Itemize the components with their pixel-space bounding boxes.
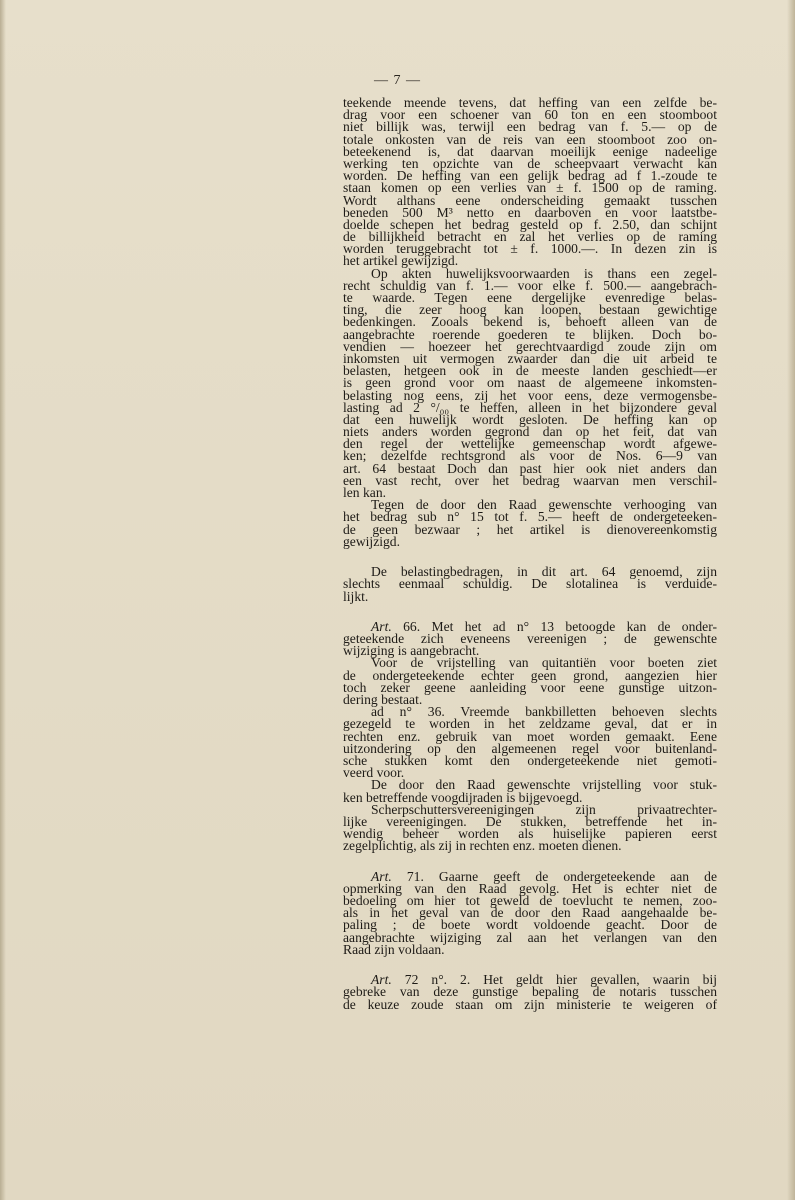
- paragraph-voogdijraden: [343, 779, 717, 803]
- text-line: gezegeld te worden in het zeldzame geval, dat er in: [343, 716, 717, 732]
- text-line: de billijkheid betracht en zal het verlies op de raming: [343, 229, 717, 245]
- text-line: wendig beheer worden als huiselijke papieren eerst: [343, 826, 717, 842]
- text-line: de geen bezwaar ; het artikel is dienovereenkomstig: [343, 521, 717, 537]
- text-line: sche stukken komt den ondergeteekende niet gemoti-: [343, 752, 717, 768]
- paragraph-gap: [343, 956, 717, 968]
- text-line: den regel der wettelijke gemeenschap wordt afgewe-: [343, 436, 717, 452]
- text-line: worden. De heffing van een gelijk bedrag ad f 1.-zoude te: [343, 168, 717, 184]
- text-line: gebreke van deze gunstige bepaling de notaris tusschen: [343, 984, 717, 1000]
- text-line: het artikel gewijzigd.: [343, 253, 459, 269]
- text-line-rest: 71. Gaarne geeft de ondergeteekende aan de: [391, 868, 717, 884]
- text-line: het bedrag sub n° 15 tot f. 5.— heeft de ondergeteeken-: [343, 509, 717, 525]
- text-line: ken betreffende voogdijraden is bijgevoegd.: [343, 789, 583, 805]
- text-line: recht schuldig van f. 1.— voor elke f. 500.— aangebrach-: [343, 277, 717, 293]
- text-line: zegelplichtig, als zij in rechten enz. moeten dienen.: [343, 838, 622, 854]
- text-line: worden teruggebracht tot ± f. 1000.—. In dezen zin is: [343, 241, 717, 257]
- page-edge-right: [787, 0, 795, 1200]
- body-text: [343, 97, 717, 1011]
- text-line: dering bestaat.: [343, 692, 423, 707]
- text-line: lijke vereenigingen. De stukken, betreffende het in-: [343, 813, 717, 829]
- article-label: Art.: [371, 618, 392, 634]
- text-line: bedenkingen. Zooals bekend is, behoeft alleen van de: [343, 314, 717, 330]
- text-line: als in het geval van de door den Raad aangehaalde be-: [343, 905, 717, 921]
- paragraph-gap: [343, 548, 717, 560]
- text-line: niet billijk was, terwijl een bedrag van f. 5.— op de: [343, 119, 717, 135]
- text-line: gewijzigd.: [343, 533, 401, 549]
- text-line: art. 64 bestaat Doch dan past hier ook niet anders dan: [343, 460, 717, 476]
- text-line: wijziging is aangebracht.: [343, 643, 480, 659]
- text-line: te waarde. Tegen eene dergelijke evenredige belas-: [343, 290, 717, 305]
- article-label: Art.: [371, 972, 392, 988]
- text-line: is geen grond voor om naast de algemeene inkomsten-: [343, 375, 717, 391]
- text-line: paling ; de boete wordt voldoende geacht. Door de: [343, 917, 717, 933]
- text-line: lasting ad 2 °/₀₀ te heffen, alleen in het bijzondere geval: [343, 399, 717, 415]
- text-line: beneden 500 M³ netto en daarboven en voor laatstbe-: [343, 204, 717, 220]
- text-line: Voor de vrijstelling van quitantiën voor boeten ziet: [371, 655, 717, 671]
- text-line: niets anders worden gegrond dan op het feit, dat van: [343, 424, 717, 440]
- text-line: ting, die zeer hoog kan loopen, bestaan gewichtige: [343, 302, 717, 318]
- text-line: vendien — hoezeer het gerechtvaardigd zoude zijn om: [343, 338, 717, 354]
- text-line: Op akten huwelijksvoorwaarden is thans een zegel-: [371, 265, 717, 281]
- text-line: ad n° 36. Vreemde bankbilletten behoeven slechts: [371, 704, 717, 720]
- text-line: aangebrachte roerende goederen te blijken. Doch bo-: [343, 326, 717, 342]
- text-line: werking ten opzichte van de scheepvaart verwacht kan: [343, 155, 717, 171]
- text-line: staan komen op een verlies van ± f. 1500 op de raming.: [343, 180, 717, 196]
- text-line: uitzondering op den algemeenen regel voor buitenland-: [343, 740, 717, 756]
- text-line: inkomsten uit vermogen zwaarder dan die uit arbeid te: [343, 350, 717, 366]
- text-line: De belastingbedragen, in dit art. 64 genoemd, zijn: [371, 564, 717, 580]
- text-line: De door den Raad gewenschte vrijstelling voor stuk-: [371, 777, 717, 793]
- page-number: — 7 —: [374, 73, 421, 88]
- text-line: slechts eenmaal schuldig. De slotalinea is verduide-: [343, 576, 717, 592]
- paragraph-art-71: [343, 868, 717, 957]
- text-line: belasting nog eens, zij het voor eens, deze vermogensbe-: [343, 387, 717, 403]
- text-line: lijkt.: [343, 588, 369, 604]
- text-line: belasten, hetgeen ook in de meeste landen geschiedt—er: [343, 363, 717, 379]
- text-line: een vast recht, over het bedrag waarvan men verschil-: [343, 472, 717, 488]
- text-line: de keuze zoude staan om zijn ministerie te weigeren of: [343, 996, 717, 1012]
- text-line: teekende meende tevens, dat heffing van een zelfde be-: [343, 95, 717, 110]
- article-label: Art.: [371, 868, 392, 884]
- text-line: dat een huwelijk wordt gesloten. De heffing kan op: [343, 411, 717, 427]
- text-line: veerd voor.: [343, 765, 405, 781]
- text-line: ken; dezelfde rechtsgrond als voor de Nos. 6—9 van: [343, 448, 717, 464]
- paragraph-quitantien: [343, 657, 717, 706]
- paragraph-heffing: [343, 97, 717, 268]
- paragraph-huwelijksvoorwaarden: [343, 265, 717, 500]
- paragraph-art-72: [343, 974, 717, 1011]
- paragraph-scherpschutters: [343, 801, 717, 854]
- text-line: geteekende zich eveneens vereenigen ; de gewenschte: [343, 631, 717, 647]
- text-line: de ondergeteekende echter geen grond, aangezien hier: [343, 667, 717, 683]
- paragraph-bankbilletten: [343, 706, 717, 779]
- text-line: doelde schepen het bedrag gesteld op f. 2.50, dan schijnt: [343, 216, 717, 232]
- page-edge-left: [0, 0, 6, 1200]
- text-line: bedoeling om hier tot geweld de toevlucht te nemen, zoo-: [343, 893, 717, 908]
- text-line: Wordt althans eene onderscheiding gemaakt tusschen: [343, 192, 717, 208]
- text-line: aangebrachte wijziging zal aan het verlangen van den: [343, 929, 717, 945]
- text-line: Tegen de door den Raad gewenschte verhooging van: [371, 497, 717, 513]
- text-line: Raad zijn voldaan.: [343, 941, 445, 957]
- text-line: len kan.: [343, 485, 387, 500]
- text-line: drag voor een schoener van 60 ton en een stoomboot: [343, 107, 717, 123]
- paragraph-gap: [343, 603, 717, 615]
- text-line: Scherpschuttersvereenigingen zijn privaatrechter-: [371, 801, 717, 817]
- paragraph-belastingbedragen: [343, 566, 717, 603]
- paragraph-art-66: [343, 618, 717, 659]
- text-line: opmerking van den Raad gevolg. Het is echter niet de: [343, 880, 717, 896]
- paragraph-verhooging: [343, 499, 717, 548]
- text-line-rest: 66. Met het ad n° 13 betoogde kan de onder-: [391, 618, 717, 634]
- text-line: totale onkosten van de reis van een stoomboot zoo on-: [343, 131, 717, 147]
- text-line-rest: 72 n°. 2. Het geldt hier gevallen, waarin bij: [391, 972, 717, 988]
- text-line: rechten enz. gebruik van moet worden gemaakt. Eene: [343, 728, 717, 744]
- paragraph-gap: [343, 852, 717, 864]
- text-line: beteekenend is, dat daarvan moeilijk eenige nadeelige: [343, 143, 717, 159]
- text-line: toch zeker geene aanleiding voor eene gunstige uitzon-: [343, 679, 717, 695]
